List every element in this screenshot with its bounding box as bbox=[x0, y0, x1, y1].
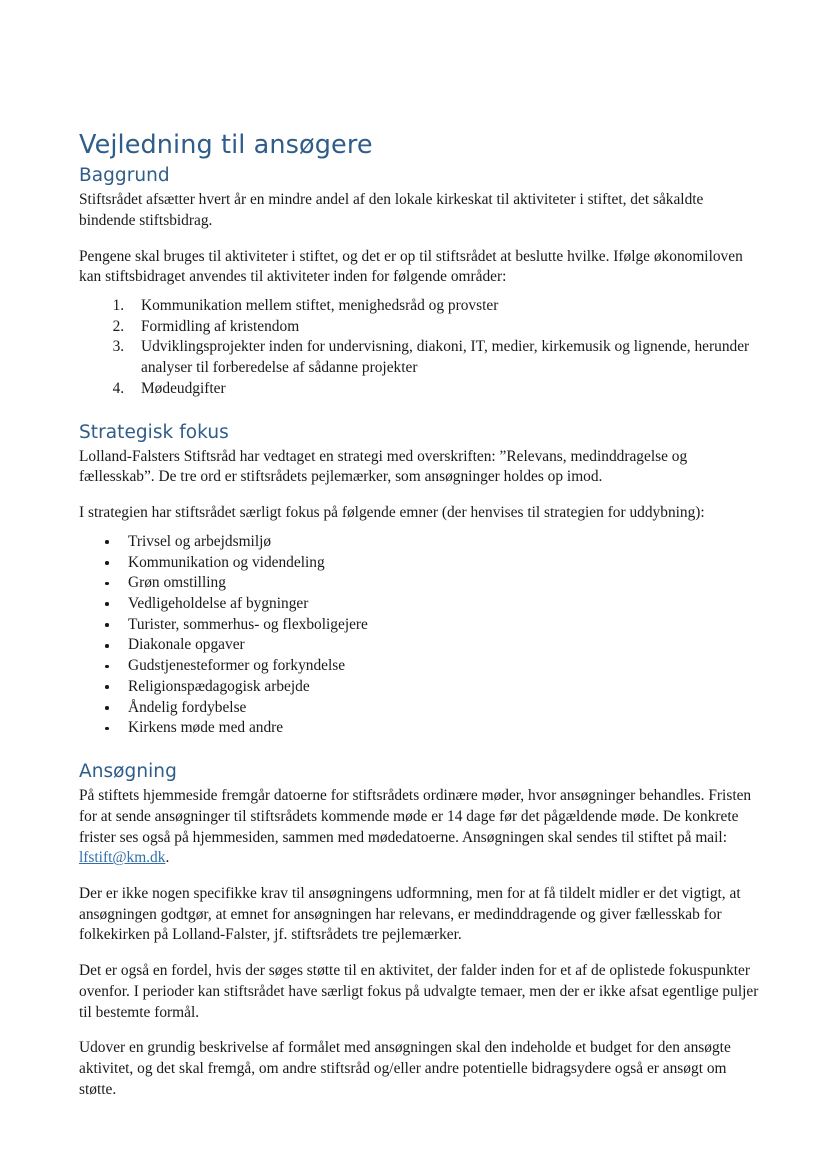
list-item: 2. Formidling af kristendom bbox=[128, 317, 759, 338]
list-item: Kirkens møde med andre bbox=[105, 718, 759, 739]
list-item: Kommunikation og videndeling bbox=[105, 553, 759, 574]
ansoegning-paragraph-2: Der er ikke nogen specifikke krav til ansøgningens udformning, men for at få tildelt midler er det vigtigt, at ansøgningen godtgør, at emnet for ansøgningen har relevans, er medinddragende og giver fællesskab for folkekirken på Lolland-Falster, jf. stiftsrådets tre pejlemærker. bbox=[79, 884, 741, 944]
ansoegning-paragraph-1-text: På stiftets hjemmeside fremgår datoerne for stiftsrådets ordinære møder, hvor ansøgninger behandles. Fristen for at sende ansøgninger til stiftsrådets kommende møde er 14 dage før det pågældende møde. De konkrete frister ses også på hjemmesiden, sammen med mødedatoerne. Ansøgningen skal sendes til stiftet på mail: bbox=[79, 787, 752, 846]
heading-ansoegning: Ansøgning bbox=[79, 761, 177, 783]
list-item: 3. Udviklingsprojekter inden for undervisning, diakoni, IT, medier, kirkemusik og lignende, herunder analyser til forberedelse af sådanne projekter bbox=[128, 337, 759, 378]
list-item: 1. Kommunikation mellem stiftet, menighedsråd og provster bbox=[128, 296, 759, 317]
baggrund-paragraph-1: Stiftsrådet afsætter hvert år en mindre andel af den lokale kirkeskat til aktiviteter i stiftet, det såkaldte bindende stiftsbidrag. bbox=[79, 191, 704, 229]
list-item: 4. Mødeudgifter bbox=[128, 379, 759, 400]
ansoegning-paragraph-1-period: . bbox=[165, 849, 170, 867]
baggrund-numbered-list bbox=[79, 296, 759, 400]
list-item: Åndelig fordybelse bbox=[105, 698, 759, 719]
ansoegning-paragraph-3: Det er også en fordel, hvis der søges støtte til en aktivitet, der falder inden for et af de oplistede fokuspunkter ovenfor. I perioder kan stiftsrådet have særligt fokus på udvalgte temaer, men der er ikke afsat egentlige puljer til bestemte formål. bbox=[79, 962, 759, 1021]
strategisk-paragraph-2: I strategien har stiftsrådet særligt fokus på følgende emner (der henvises til strategien for uddybning): bbox=[79, 504, 705, 522]
list-item: Diakonale opgaver bbox=[105, 635, 759, 656]
section-baggrund bbox=[79, 164, 759, 400]
heading-baggrund: Baggrund bbox=[79, 165, 170, 187]
section-ansoegning bbox=[79, 760, 759, 1100]
list-item: Religionspædagogisk arbejde bbox=[105, 677, 759, 698]
ansoegning-paragraph-1 bbox=[79, 786, 759, 869]
list-item: Vedligeholdelse af bygninger bbox=[105, 594, 759, 615]
list-item: Grøn omstilling bbox=[105, 573, 759, 594]
strategisk-bullet-list bbox=[79, 532, 759, 739]
list-item: Trivsel og arbejdsmiljø bbox=[105, 532, 759, 553]
ansoegning-paragraph-4: Udover en grundig beskrivelse af formålet med ansøgningen skal den indeholde et budget for den ansøgte aktivitet, og det skal fremgå, om andre stiftsråd og/eller andre potentielle bidragsydere også er ansøgt om støtte. bbox=[79, 1039, 731, 1098]
page-title: Vejledning til ansøgere bbox=[79, 130, 373, 160]
email-link[interactable]: lfstift@km.dk bbox=[79, 849, 166, 867]
section-strategisk-fokus bbox=[79, 421, 759, 739]
heading-strategisk-fokus: Strategisk fokus bbox=[79, 421, 229, 443]
strategisk-paragraph-1: Lolland-Falsters Stiftsråd har vedtaget en strategi med overskriften: ”Relevans, medinddragelse og fællesskab”. De tre ord er stiftsrådets pejlemærker, som ansøgninger holdes op imod. bbox=[79, 447, 688, 486]
list-item: Turister, sommerhus- og flexboligejere bbox=[105, 615, 759, 636]
list-item: Gudstjenesteformer og forkyndelse bbox=[105, 656, 759, 677]
baggrund-paragraph-2: Pengene skal bruges til aktiviteter i stiftet, og det er op til stiftsrådet at beslutte hvilke. Ifølge økonomiloven kan stiftsbidraget anvendes til aktiviteter inden for følgende områder: bbox=[79, 247, 743, 286]
